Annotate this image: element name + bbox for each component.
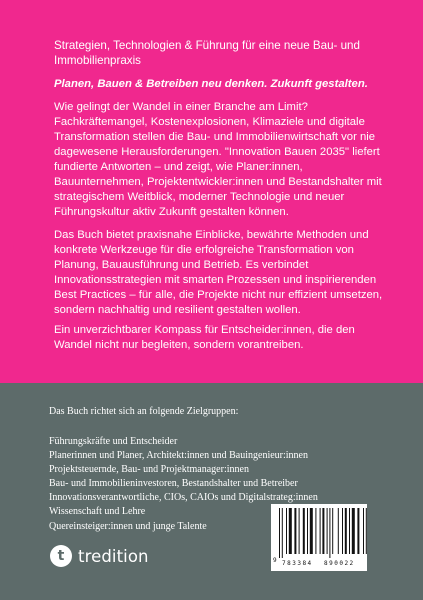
- audience-item: Führungskräfte und Entscheider: [49, 436, 178, 447]
- barcode-bar: [303, 508, 305, 554]
- barcode-bar: [282, 508, 283, 558]
- cover-gray-section: [0, 383, 423, 600]
- audience-item: Planerinnen und Planer, Architekt:innen und Bauingenieur:innen: [49, 450, 308, 462]
- barcode-bar: [366, 508, 367, 554]
- barcode-bar: [363, 508, 364, 554]
- barcode-left-group: 783384: [282, 560, 313, 567]
- barcode-bar: [329, 508, 330, 558]
- barcode-bar: [310, 508, 313, 554]
- barcode-bar: [279, 508, 280, 558]
- audience-item: Quereinsteiger:innen und junge Talente: [49, 520, 207, 532]
- barcode-bar: [342, 508, 343, 554]
- barcode-bar: [332, 508, 333, 554]
- barcode-right-group: 890022: [324, 560, 355, 567]
- audience-heading: Das Buch richtet sich an folgende Zielgruppen:: [49, 406, 239, 417]
- barcode-bar: [345, 508, 347, 554]
- tredition-logo-icon: t: [50, 545, 72, 567]
- barcode-bar: [294, 508, 296, 554]
- book-subtitle: Strategien, Technologien & Führung für eine neue Bau- und Immobilienpraxis: [54, 39, 360, 67]
- barcode-bar: [307, 508, 308, 554]
- barcode-bar: [320, 508, 321, 554]
- barcode-bar: [349, 508, 350, 554]
- barcode-bar: [327, 508, 328, 554]
- publisher-name: tredition: [78, 546, 149, 566]
- barcode-bar: [357, 508, 359, 554]
- barcode-bar: [315, 508, 316, 554]
- barcode-bar: [338, 508, 339, 554]
- barcode-bar: [352, 508, 355, 554]
- book-tagline: Planen, Bauen & Betreiben neu denken. Zukunft gestalten.: [54, 78, 368, 90]
- blurb-paragraph-2: Das Buch bietet praxisnahe Einblicke, bewährte Methoden und konkrete Werkzeuge für die erfolgreiche Transformation von Planung, Bauausführung und Betrieb. Es verbindet Innovationsstrategien mit smarten Prozessen und inspirierenden Best Practices – für alle, die Projekte nicht nur effizient umsetzen, sondern nachhaltig und resilient gestalten wollen.: [54, 229, 383, 316]
- isbn-barcode: [271, 504, 367, 571]
- publisher-logo: [50, 544, 149, 568]
- audience-item: Innovationsverantwortliche, CIOs, CAIOs und Digitalstrateg:innen: [49, 492, 318, 504]
- audience-item: Projektsteuernde, Bau- und Projektmanager:innen: [49, 464, 249, 476]
- blurb-paragraph-3: Ein unverzichtbarer Kompass für Entscheider:innen, die den Wandel nicht nur begleiten, sondern vorantreiben.: [54, 324, 355, 351]
- barcode-bar: [299, 508, 300, 554]
- barcode-bar: [286, 508, 287, 554]
- barcode-bar: [322, 508, 324, 554]
- audience-item: Wissenschaft und Lehre: [49, 506, 146, 518]
- barcode-bars: [271, 504, 367, 560]
- blurb-paragraph-1: Wie gelingt der Wandel in einer Branche am Limit? Fachkräftemangel, Kostenexplosionen, Klimaziele und digitale Transformation stellen die Bau- und Immobilienwirtschaft vor nie dagewesene Herausforderungen. "Innovation Bauen 2035" liefert fundierte Antworten – und zeigt, wie Planer:innen, Bauunternehmen, Projektentwickler:innen und Bestandshalter mit strategischem Weitblick, moderner Technologie und neuer Führungskultur aktiv Zukunft gestalten können.: [54, 101, 382, 218]
- audience-item: Bau- und Immobilieninvestoren, Bestandshalter und Betreiber: [49, 478, 298, 490]
- barcode-first-digit: 9: [273, 557, 277, 564]
- barcode-bar: [289, 508, 292, 554]
